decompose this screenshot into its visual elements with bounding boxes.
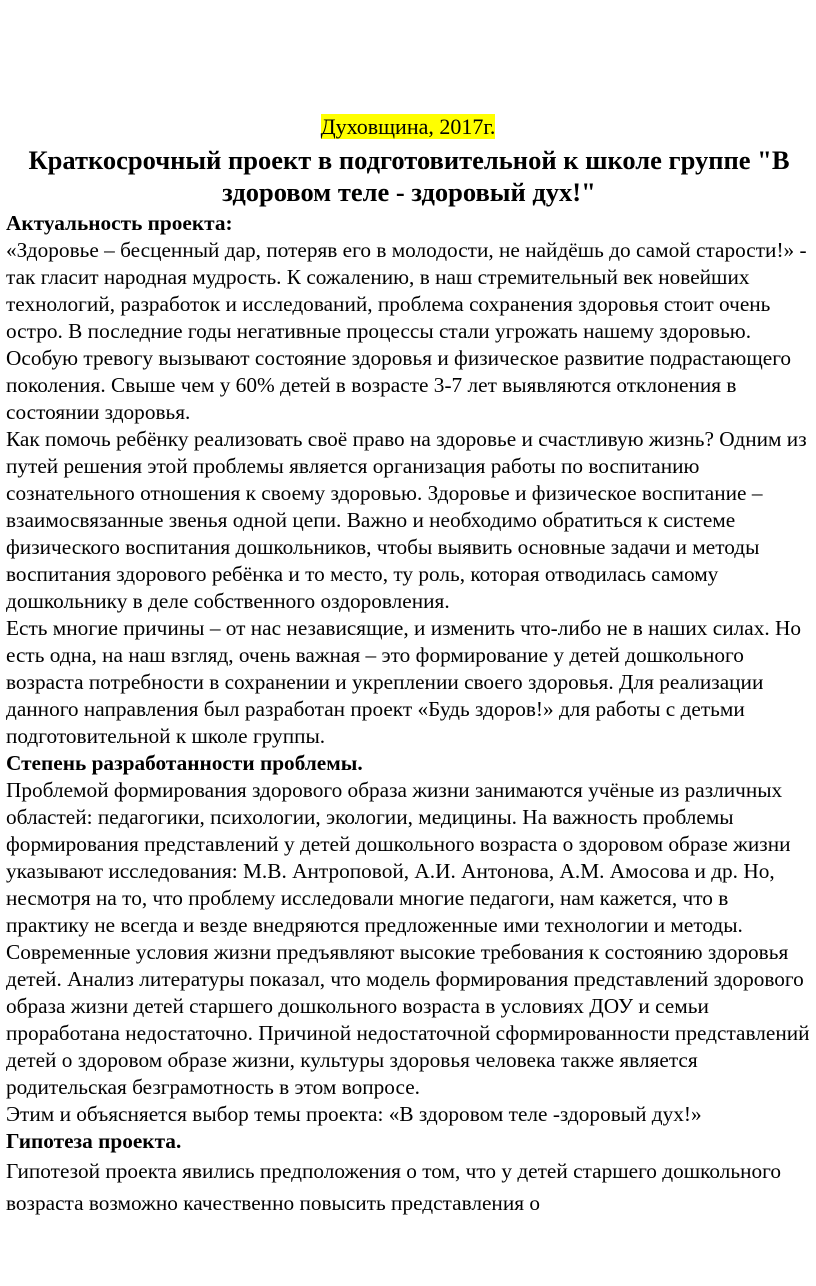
document-title: Краткосрочный проект в подготовительной к школе группе "В здоровом теле - здоровый дух!" [28, 145, 790, 207]
paragraph: «Здоровье – бесценный дар, потеряв его в молодости, не найдёшь до самой старости!» - так гласит народная мудрость. К сожалению, в наш стремительный век новейших технологий, разработок и исследований, проблема сохранения здоровья стоит очень остро. В последние годы негативные процессы стали угрожать нашему здоровью. Особую тревогу вызывают состояние здоровья и физическое развитие подрастающего поколения. Свыше чем у 60% детей в возрасте 3-7 лет выявляются отклонения в состоянии здоровья. [6, 238, 807, 424]
paragraph: Проблемой формирования здорового образа жизни занимаются учёные из различных областей: педагогики, психологии, экологии, медицины. На важность проблемы формирования представлений у детей дошкольного возраста о здоровом образе жизни указывают исследования: М.В. Антроповой, А.И. Антонова, А.М. Амосова и др. Но, несмотря на то, что проблему исследовали многие педагоги, нам кажется, что в практику не всегда и везде внедряются предложенные ими технологии и методы. Современные условия жизни предъявляют высокие требования к состоянию здоровья детей. Анализ литературы показал, что модель формирования представлений здорового образа жизни детей старшего дошкольного возраста в условиях ДОУ и семьи проработана недостаточно. Причиной недостаточной сформированности представлений детей о здоровом образе жизни, культуры здоровья человека также является родительская безграмотность в этом вопросе. [6, 778, 810, 1099]
section-heading-relevance: Актуальность проекта: [6, 211, 233, 235]
place-year [0, 114, 816, 140]
section-heading-development: Степень разработанности проблемы. [6, 751, 363, 775]
paragraph: Как помочь ребёнку реализовать своё право на здоровье и счастливую жизнь? Одним из путей решения этой проблемы является организация работы по воспитанию сознательного отношения к своему здоровью. Здоровье и физическое воспитание – взаимосвязанные звенья одной цепи. Важно и необходимо обратиться к системе физического воспитания дошкольников, чтобы выявить основные задачи и методы воспитания здорового ребёнка и то место, ту роль, которая отводилась самому дошкольнику в деле собственного оздоровления. [6, 427, 807, 613]
paragraph: Есть многие причины – от нас независящие, и изменить что-либо не в наших силах. Но есть одна, на наш взгляд, очень важная – это формирование у детей дошкольного возраста потребности в сохранении и укреплении своего здоровья. Для реализации данного направления был разработан проект «Будь здоров!» для работы с детьми подготовительной к школе группы. [6, 616, 802, 748]
document-body [6, 210, 810, 1219]
paragraph: Гипотезой проекта явились предположения о том, что у детей старшего дошкольного возраста возможно качественно повысить представления о [6, 1159, 782, 1215]
paragraph: Этим и объясняется выбор темы проекта: «В здоровом теле -здоровый дух!» [6, 1102, 702, 1126]
section-heading-hypothesis: Гипотеза проекта. [6, 1129, 182, 1153]
highlighted-place-year: Духовщина, 2017г. [320, 114, 496, 139]
